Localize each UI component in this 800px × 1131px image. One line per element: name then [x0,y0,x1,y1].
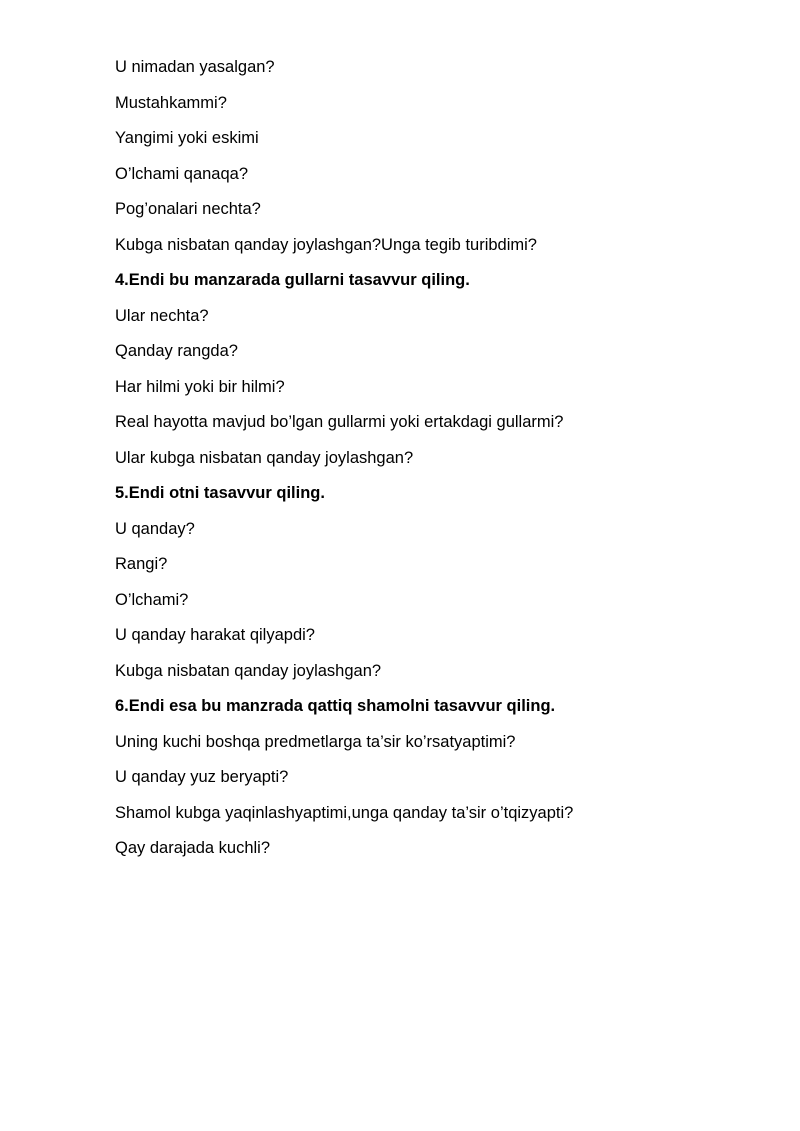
question-line: Kubga nisbatan qanday joylashgan?Unga tegib turibdimi? [115,235,537,254]
question-line: Yangimi yoki eskimi [115,129,259,147]
question-line: U qanday? [115,519,195,538]
document-body [115,55,755,872]
section-heading: 5.Endi otni tasavvur qiling. [115,484,325,502]
question-line: O’lchami? [115,590,189,609]
question-line: O’lchami qanaqa? [115,164,248,183]
question-line: Har hilmi yoki bir hilmi? [115,377,285,396]
question-line: Ular kubga nisbatan qanday joylashgan? [115,448,414,467]
question-line: U qanday yuz beryapti? [115,768,289,786]
section-heading: 6.Endi esa bu manzrada qattiq shamolni tasavvur qiling. [115,697,556,715]
question-line: Mustahkammi? [115,93,227,112]
question-line: Kubga nisbatan qanday joylashgan? [115,661,382,680]
question-line: Uning kuchi boshqa predmetlarga ta’sir ko’rsatyaptimi? [115,732,516,751]
question-line: U qanday harakat qilyapdi? [115,626,315,644]
question-line: U nimadan yasalgan? [115,58,275,76]
question-line: Shamol kubga yaqinlashyaptimi,unga qanday ta’sir o’tqizyapti? [115,803,574,822]
question-line: Qanday rangda? [115,342,238,360]
question-line: Ular nechta? [115,306,209,325]
question-line: Real hayotta mavjud bo’lgan gullarmi yoki ertakdagi gullarmi? [115,413,564,431]
question-line: Qay darajada kuchli? [115,839,271,857]
question-line: Pog’onalari nechta? [115,200,261,218]
question-line: Rangi? [115,555,168,573]
section-heading: 4.Endi bu manzarada gullarni tasavvur qiling. [115,271,470,289]
